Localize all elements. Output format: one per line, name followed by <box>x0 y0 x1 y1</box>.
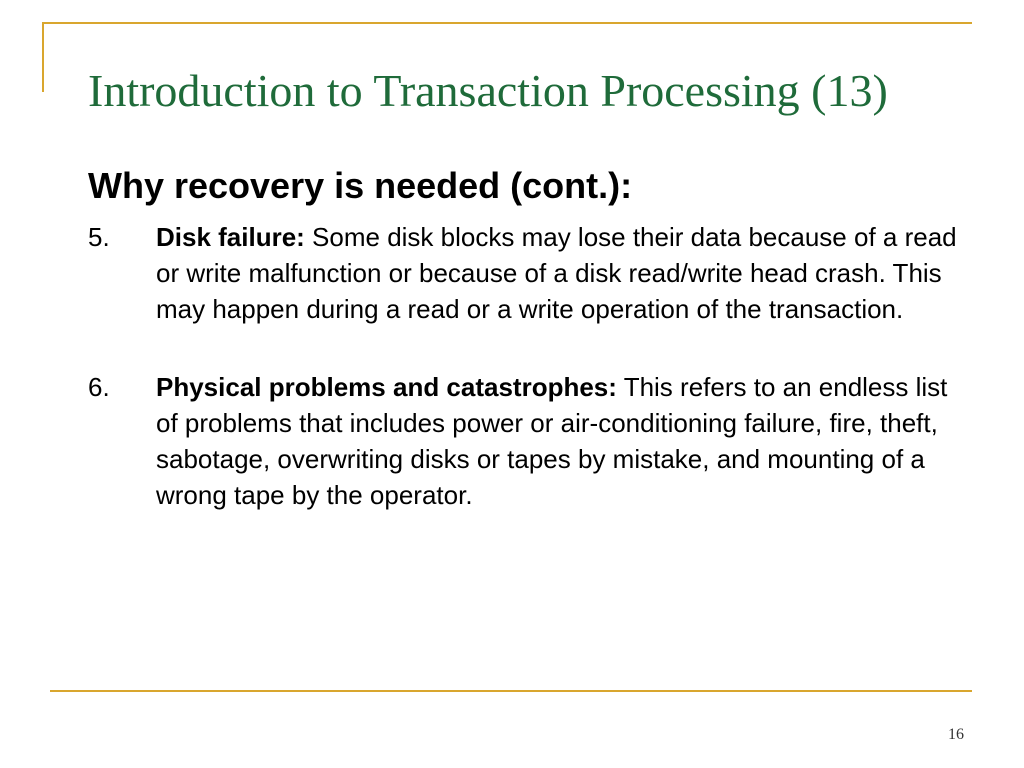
page-number: 16 <box>948 726 964 743</box>
list-item-body <box>156 369 968 513</box>
list-item-text: This refers to an endless list of problems that includes power or air-conditioning failure, fire, theft, sabotage, overwriting disks or tapes by mistake, and mounting of a wrong tape by the operator. <box>156 372 948 510</box>
list-item-term: Disk failure: <box>156 222 305 252</box>
bottom-rule <box>50 690 972 692</box>
list-item-term: Physical problems and catastrophes: <box>156 372 617 402</box>
list-item-number: 5. <box>88 222 110 252</box>
list-item-disk-failure <box>88 219 968 327</box>
list-item-body <box>156 219 968 327</box>
left-rule <box>42 22 44 92</box>
slide-title: Introduction to Transaction Processing (13) <box>88 65 888 116</box>
section-heading: Why recovery is needed (cont.): <box>88 165 633 206</box>
list-item-text: Some disk blocks may lose their data because of a read or write malfunction or because of a disk read/write head crash. This may happen during a read or a write operation of the transaction. <box>156 222 957 324</box>
top-rule <box>42 22 972 24</box>
list-item-physical-problems <box>88 369 968 513</box>
list-item-number: 6. <box>88 372 110 402</box>
